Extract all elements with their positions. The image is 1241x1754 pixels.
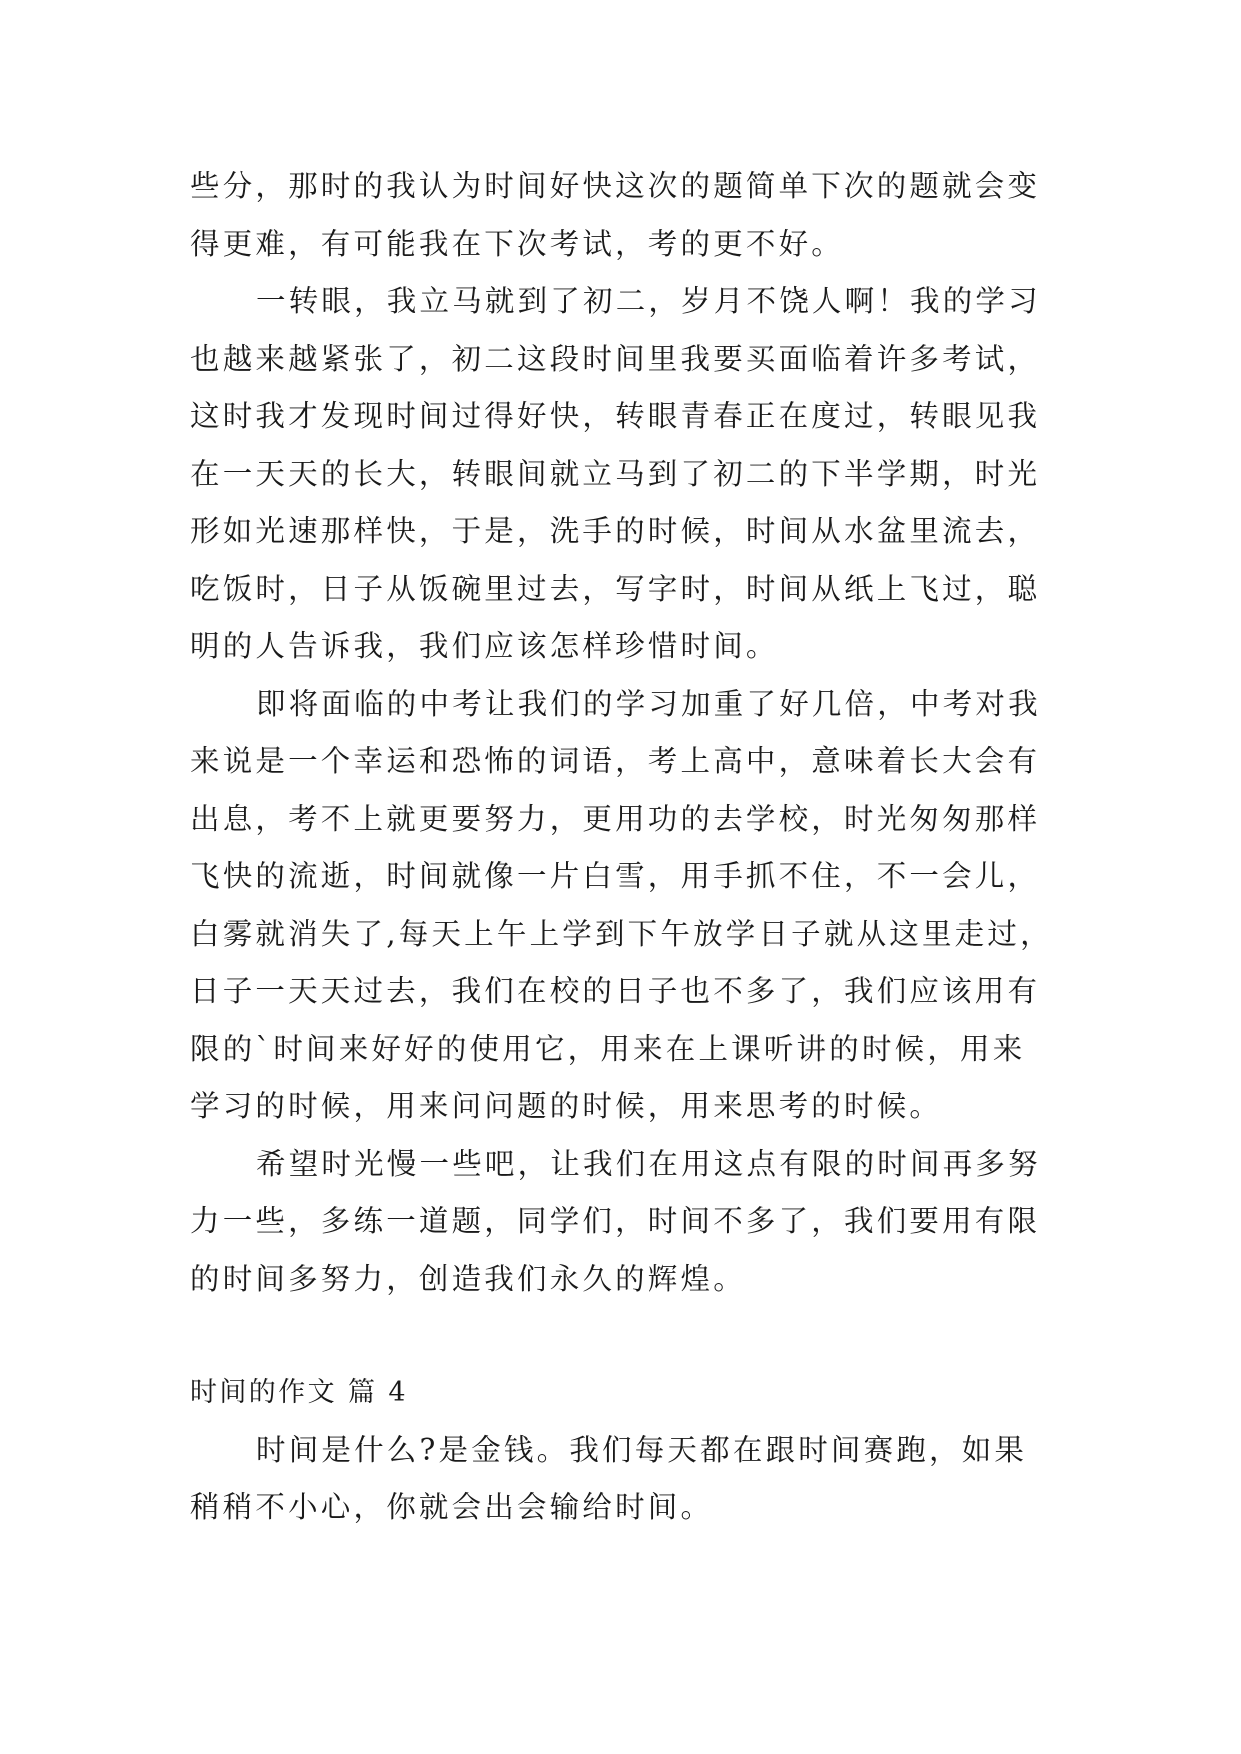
text-line: 限的`时间来好好的使用它，用来在上课听讲的时候，用来 [190,1031,1026,1066]
document-page [190,158,1060,1537]
text-line: 形如光速那样快，于是，洗手的时候，时间从水盆里流去， [190,514,1041,548]
paragraph-2 [190,273,1060,676]
text-line: 稍稍不小心，你就会出会输给时间。 [190,1490,714,1524]
paragraph-5 [190,1422,1060,1537]
paragraph-3 [190,676,1060,1136]
text-line: 些分，那时的我认为时间好快这次的题简单下次的题就会变 [190,169,1041,203]
text-line: 飞快的流逝，时间就像一片白雪，用手抓不住，不一会儿， [190,859,1041,893]
text-line: 这时我才发现时间过得好快，转眼青春正在度过，转眼见我 [190,399,1041,433]
paragraph-4 [190,1136,1060,1309]
text-line: 日子一天天过去，我们在校的日子也不多了，我们应该用有 [190,974,1041,1008]
text-line: 明的人告诉我，我们应该怎样珍惜时间。 [190,629,779,663]
text-line: 希望时光慢一些吧，让我们在用这点有限的时间再多努 [256,1146,1041,1181]
text-line: 一转眼，我立马就到了初二，岁月不饶人啊！我的学习 [256,284,1041,318]
text-line: 出息，考不上就更要努力，更用功的去学校，时光匆匆那样 [190,801,1041,836]
section-heading: 时间的作文 篇 4 [190,1377,408,1408]
text-line: 的时间多努力，创造我们永久的辉煌。 [190,1261,746,1296]
text-line: 时间是什么?是金钱。我们每天都在跟时间赛跑，如果 [256,1432,1028,1467]
text-line: 来说是一个幸运和恐怖的词语，考上高中，意味着长大会有 [190,744,1041,778]
text-line: 白雾就消失了,每天上午上学到下午放学日子就从这里走过， [190,916,1053,951]
text-line: 学习的时候，用来问问题的时候，用来思考的时候。 [190,1089,943,1123]
text-line: 得更难，有可能我在下次考试，考的更不好。 [190,226,845,261]
text-line: 在一天天的长大，转眼间就立马到了初二的下半学期，时光 [190,456,1041,491]
text-line: 吃饭时，日子从饭碗里过去，写字时，时间从纸上飞过，聪 [190,571,1041,606]
text-line: 也越来越紧张了，初二这段时间里我要买面临着许多考试， [190,341,1041,376]
text-line: 即将面临的中考让我们的学习加重了好几倍，中考对我 [256,686,1041,721]
paragraph-1 [190,158,1060,273]
text-line: 力一些，多练一道题，同学们，时间不多了，我们要用有限 [190,1204,1041,1238]
